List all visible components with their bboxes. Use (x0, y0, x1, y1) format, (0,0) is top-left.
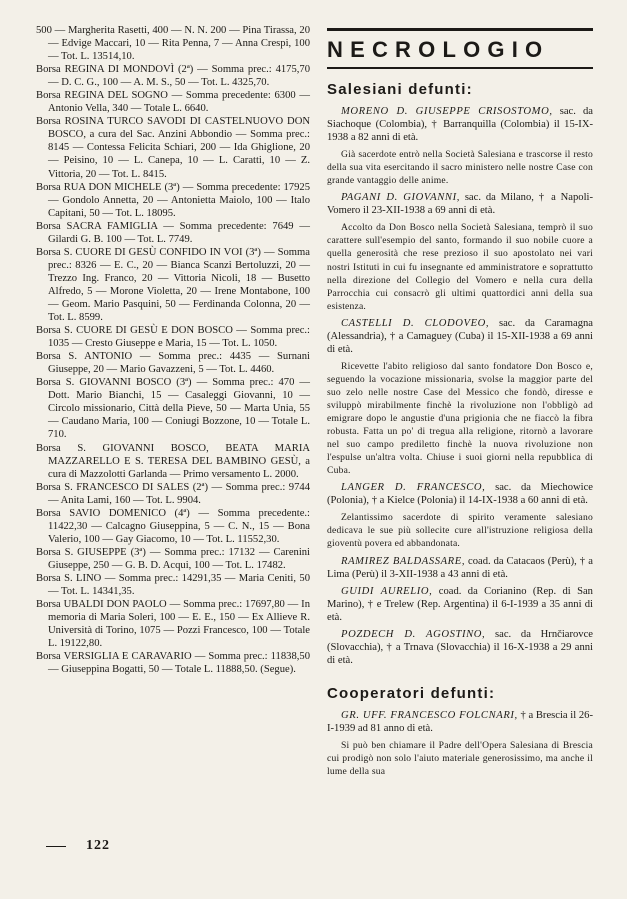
donation-entry: Borsa UBALDI DON PAOLO — Somma prec.: 17697,80 — In memoria di Maria Soleri, 100 — E. E., 150 — Ex Allieve R. Università di Torino, 1075 — Pozzi Francesco, 100 — Totale L. 19122,80. (36, 599, 310, 650)
donation-entry: Borsa S. GIOVANNI BOSCO (3ª) — Somma prec.: 470 — Dott. Mario Bianchi, 15 — Casaleggi Giovanni, 10 — Circolo missionario, Città della Pieve, 50 — Marta Unia, 55 — Caudano Maria, 100 — Coniugi Bozzone, 10 — Totale L. 710. (36, 377, 310, 441)
donation-entry: Borsa S. GIUSEPPE (3ª) — Somma prec.: 17132 — Carenini Giuseppe, 250 — G. B. D. Acqui, 100 — Tot. L. 17482. (36, 546, 310, 571)
donation-entry: Borsa S. CUORE DI GESÙ E DON BOSCO — Somma prec.: 1035 — Cresto Giuseppe e Maria, 15 — Tot. L. 1050. (36, 325, 310, 350)
cooperator-details: † a Brescia il 26-I-1939 ad 81 anno di età. (327, 709, 593, 734)
donation-entry: Borsa S. ANTONIO — Somma prec.: 4435 — Surnani Giuseppe, 20 — Mario Gavazzeni, 5 — Tot. L. 4460. (36, 351, 310, 376)
obituary-name: CASTELLI D. CLODOVEO, (341, 317, 490, 329)
left-column (36, 24, 310, 676)
obituary-details: sac. da Miechowice (Polonia), † a Kielce (Polonia) il 14-IX-1938 a 60 anni di età. (327, 482, 594, 507)
cooperator-header (327, 709, 593, 735)
obituary-header (327, 481, 593, 507)
section-title-cooperatori: Cooperatori defunti: (327, 684, 496, 702)
masthead-rule-top (327, 28, 593, 31)
donation-entry: Borsa RUA DON MICHELE (3ª) — Somma precedente: 17925 — Gondolo Annetta, 20 — Antonietta Maiolo, 100 — Italo Capitani, 50 — Tot. L. 18095. (36, 181, 310, 219)
obituary-details: sac. da Hrnčiarovce (Slovacchia), † a Trnava (Slovacchia) il 16-X-1938 a 29 anni di età. (327, 628, 593, 666)
donation-entry: Borsa VERSIGLIA E CARAVARIO — Somma prec.: 11838,50 — Giuseppina Bogatti, 50 — Totale L. 11888,50. (Segue). (36, 651, 310, 676)
masthead-title: NECROLOGIO (327, 37, 550, 62)
donation-entry: Borsa ROSINA TURCO SAVODI DI CASTELNUOVO DON BOSCO, a cura del Sac. Anzini Abbondio — Somma prec.: 8145 — Contessa Felicita Schiari, 200 — Ida Ghiglione, 20 — Peisino, 10 — L. Canepa, 10 — L. Caratti, 10 — Z. Vittoria, 20 — Tot. L. 8415. (36, 116, 310, 180)
donation-entry: Borsa S. CUORE DI GESÙ CONFIDO IN VOI (3ª) — Somma prec.: 8326 — E. C., 20 — Bianca Scanzi Bertoluzzi, 20 — Trezzo Ing. Franco, 20 — Vittoria Nicoli, 18 — Busetto Alfredo, 5 — Morone Violetta, 20 — Irene Montabone, 100 — Geom. Mario Pasquini, 50 — Ferdinanda Colonna, 20 — Tot. L. 8599. (36, 246, 310, 324)
obituary-name: GUIDI AURELIO, (341, 585, 433, 597)
obituary-details: sac. da Caramagna (Alessandria), † a Camaguey (Cuba) il 15-XII-1938 a 69 anni di età. (327, 317, 593, 355)
cooperator-biography: Si può ben chiamare il Padre dell'Opera Salesiana di Brescia cui prodigò non solo l'aiuto materiale generosissimo, ma anche il lume della sua (327, 739, 593, 778)
footer-dash (46, 846, 66, 847)
obituary-name: PAGANI D. GIOVANNI, (341, 192, 460, 204)
obituary-header (327, 317, 593, 356)
obituary-header (327, 628, 593, 667)
donation-entry: Borsa REGINA DI MONDOVÌ (2ª) — Somma prec.: 4175,70 — D. C. G., 100 — A. M. S., 50 — Tot. L. 4325,70. (36, 64, 310, 89)
obituary-name: POZDECH D. AGOSTINO, (341, 628, 486, 640)
right-column (327, 28, 593, 782)
donation-entry: Borsa SAVIO DOMENICO (4ª) — Somma precedente.: 11422,30 — Calcagno Giuseppina, 5 — C. N., 15 — Bona Valerio, 100 — Gay Giacomo, 10 — Tot. L. 11552,30. (36, 507, 310, 545)
donation-entry: 500 — Margherita Rasetti, 400 — N. N. 200 — Pina Tirassa, 20 — Edvige Maccari, 10 — Rita Penna, 7 — Anna Crespi, 100 — Tot. L. 13514,10. (36, 25, 310, 63)
obituary-header (327, 191, 593, 217)
donation-entry: Borsa S. GIOVANNI BOSCO, BEATA MARIA MAZZARELLO E S. TERESA DEL BAMBINO GESÙ, a cura di Mazzolotti Garlanda — Primo versamento L. 2000. (36, 442, 310, 480)
obituary-name: MORENO D. GIUSEPPE CRISOSTOMO, (341, 106, 553, 117)
obituary-header (327, 585, 593, 624)
obituary-biography: Zelantissimo sacerdote di spirito veramente salesiano dedicava le sue più sollecite cure all'istruzione religiosa della gioventù povera ed abbandonata. (327, 512, 593, 550)
obituary-details: coad. da Catacaos (Perù), † a Lima (Perù) il 3-XII-1938 a 43 anni di età. (327, 555, 593, 580)
donation-entry: Borsa SACRA FAMIGLIA — Somma precedente: 7649 — Gilardi G. B. 100 — Tot. L. 7749. (36, 220, 310, 245)
cooperator-name: GR. UFF. FRANCESCO FOLCNARI, (341, 709, 518, 721)
obituary-details: sac. da Milano, † a Napoli-Vomero il 23-XII-1938 a 69 anni di età. (327, 192, 593, 217)
donation-entry: Borsa S. LINO — Somma prec.: 14291,35 — Maria Ceniti, 50 — Tot. L. 14341,35. (36, 572, 310, 598)
section-title-salesiani: Salesiani defunti: (327, 81, 473, 98)
masthead-rule-bottom (327, 67, 593, 69)
donation-entry: Borsa S. FRANCESCO DI SALES (2ª) — Somma prec.: 9744 — Anita Lami, 160 — Tot. L. 9904. (36, 481, 310, 506)
obituary-biography: Già sacerdote entrò nella Società Salesiana e trascorse il resto della sua vita esercitando il sacro ministero nelle nostre Case con grande vantaggio delle anime. (327, 149, 593, 187)
obituary-biography: Ricevette l'abito religioso dal santo fondatore Don Bosco e, seguendo la vocazione missionaria, svolse la maggior parte del suo zelo nelle nostre Case del Messico che fondò, diresse e sviluppò mirabilmente finchè la rivoluzione non l'obbligò ad emigrare dopo le angustie d'una prigionia che ne fiaccò la fibra robusta. Fatta un po' di tregua alla religione, ritornò a lavorare nel suo campo prediletto finchè la nuova rivoluzione non l'espulse un'altra volta. Chiuse i suoi giorni nella repubblica di Cuba. (327, 360, 593, 477)
obituary-name: LANGER D. FRANCESCO, (341, 482, 486, 494)
obituary-header (327, 555, 593, 581)
obituary-details: sac. da Siachoque (Colombia), † Barranquilla (Colombia) il 15-IX-1938 a 82 anni di età. (327, 106, 593, 144)
donation-entry: Borsa REGINA DEL SOGNO — Somma precedente: 6300 — Antonio Vella, 340 — Totale L. 6640. (36, 90, 310, 115)
obituary-header (327, 105, 593, 144)
obituary-name: RAMIREZ BALDASSARE, (341, 555, 466, 567)
obituary-details: coad. da Corianino (Rep. di San Marino), † e Trelew (Rep. Argentina) il 6-I-1939 a 35 anni di età. (327, 585, 593, 623)
obituary-biography: Accolto da Don Bosco nella Società Salesiana, temprò il suo carattere sull'esempio del santo, formando il suo nobile cuore a quella generosità che rese prezioso il suo apostolato nei vari nostri Istituti in cui fu insegnante ed amministratore e soprattutto nella direzione del Collegio del Vomero e nella cura della Parrocchia cui consacrò gli ultimi quattordici anni della sua esistenza. (327, 222, 593, 312)
page-number: 122 (86, 838, 110, 853)
